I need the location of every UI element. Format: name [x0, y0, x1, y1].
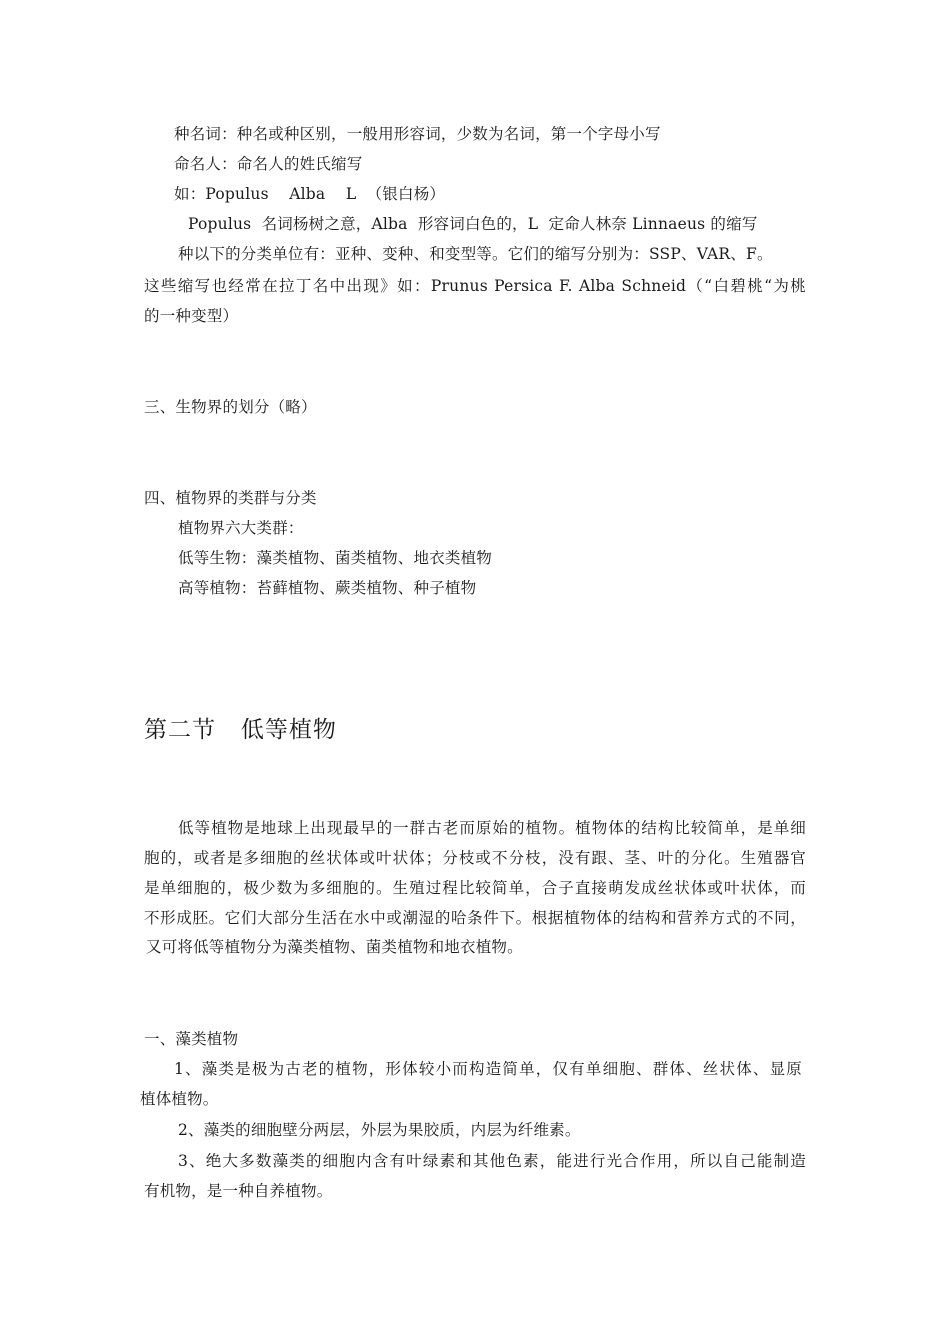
paragraph-line-3: 是单细胞的，极少数为多细胞的。生殖过程比较简单，合子直接萌发成丝状体或叶状体，而: [144, 879, 806, 897]
text-line-species-epithet: 种名词：种名或种区别，一般用形容词，少数为名词，第一个字母小写: [174, 125, 661, 143]
paragraph-line-1: 低等植物是地球上出现最早的一群古老而原始的植物。植物体的结构比较简单，是单细: [178, 819, 806, 837]
list-item-3-line-2: 有机物，是一种自养植物。: [144, 1182, 333, 1200]
paragraph-line-4: 不形成胚。它们大部分生活在水中或潮湿的哈条件下。根据植物体的结构和营养方式的不同，: [144, 909, 806, 927]
chapter-heading: 第二节 低等植物: [144, 717, 337, 743]
text-line-example: 如：Populus Alba L （银白杨）: [174, 185, 446, 203]
text-line-lower-plants: 低等生物：藻类植物、菌类植物、地衣类植物: [178, 549, 493, 567]
text-line-populus-explanation: Populus 名词杨树之意，Alba 形容词白色的，L 定命人林奈 Linnaeus 的缩写: [188, 215, 758, 233]
list-item-1-line-1: 1、藻类是极为古老的植物，形体较小而构造简单，仅有单细胞、群体、丝状体、显原: [174, 1060, 802, 1078]
paragraph-line-2: 胞的，或者是多细胞的丝状体或叶状体；分枝或不分枝，没有跟、茎、叶的分化。生殖器官: [144, 849, 806, 867]
section-title-plant-groups: 四、植物界的类群与分类: [144, 489, 317, 507]
text-line-variant: 的一种变型）: [144, 307, 239, 325]
list-item-1-line-2: 植体植物。: [140, 1090, 219, 1108]
section-title-algae: 一、藻类植物: [144, 1030, 239, 1048]
section-title-kingdom-division: 三、生物界的划分（略）: [144, 398, 317, 416]
text-line-higher-plants: 高等植物：苔藓植物、蕨类植物、种子植物: [178, 579, 477, 597]
list-item-2: 2、藻类的细胞壁分两层，外层为果胶质，内层为纤维素。: [178, 1121, 581, 1139]
text-line-prunus-example: 这些缩写也经常在拉丁名中出现》如：Prunus Persica F. Alba Schneid（“白碧桃“为桃: [144, 277, 806, 295]
text-line-author: 命名人：命名人的姓氏缩写: [174, 155, 363, 173]
paragraph-line-5: 又可将低等植物分为藻类植物、菌类植物和地衣植物。: [146, 938, 523, 956]
text-line-six-groups: 植物界六大类群：: [178, 519, 304, 537]
text-line-subspecies: 种以下的分类单位有：亚种、变种、和变型等。它们的缩写分别为：SSP、VAR、F。: [178, 245, 773, 263]
list-item-3-line-1: 3、绝大多数藻类的细胞内含有叶绿素和其他色素，能进行光合作用，所以自己能制造: [178, 1152, 806, 1170]
